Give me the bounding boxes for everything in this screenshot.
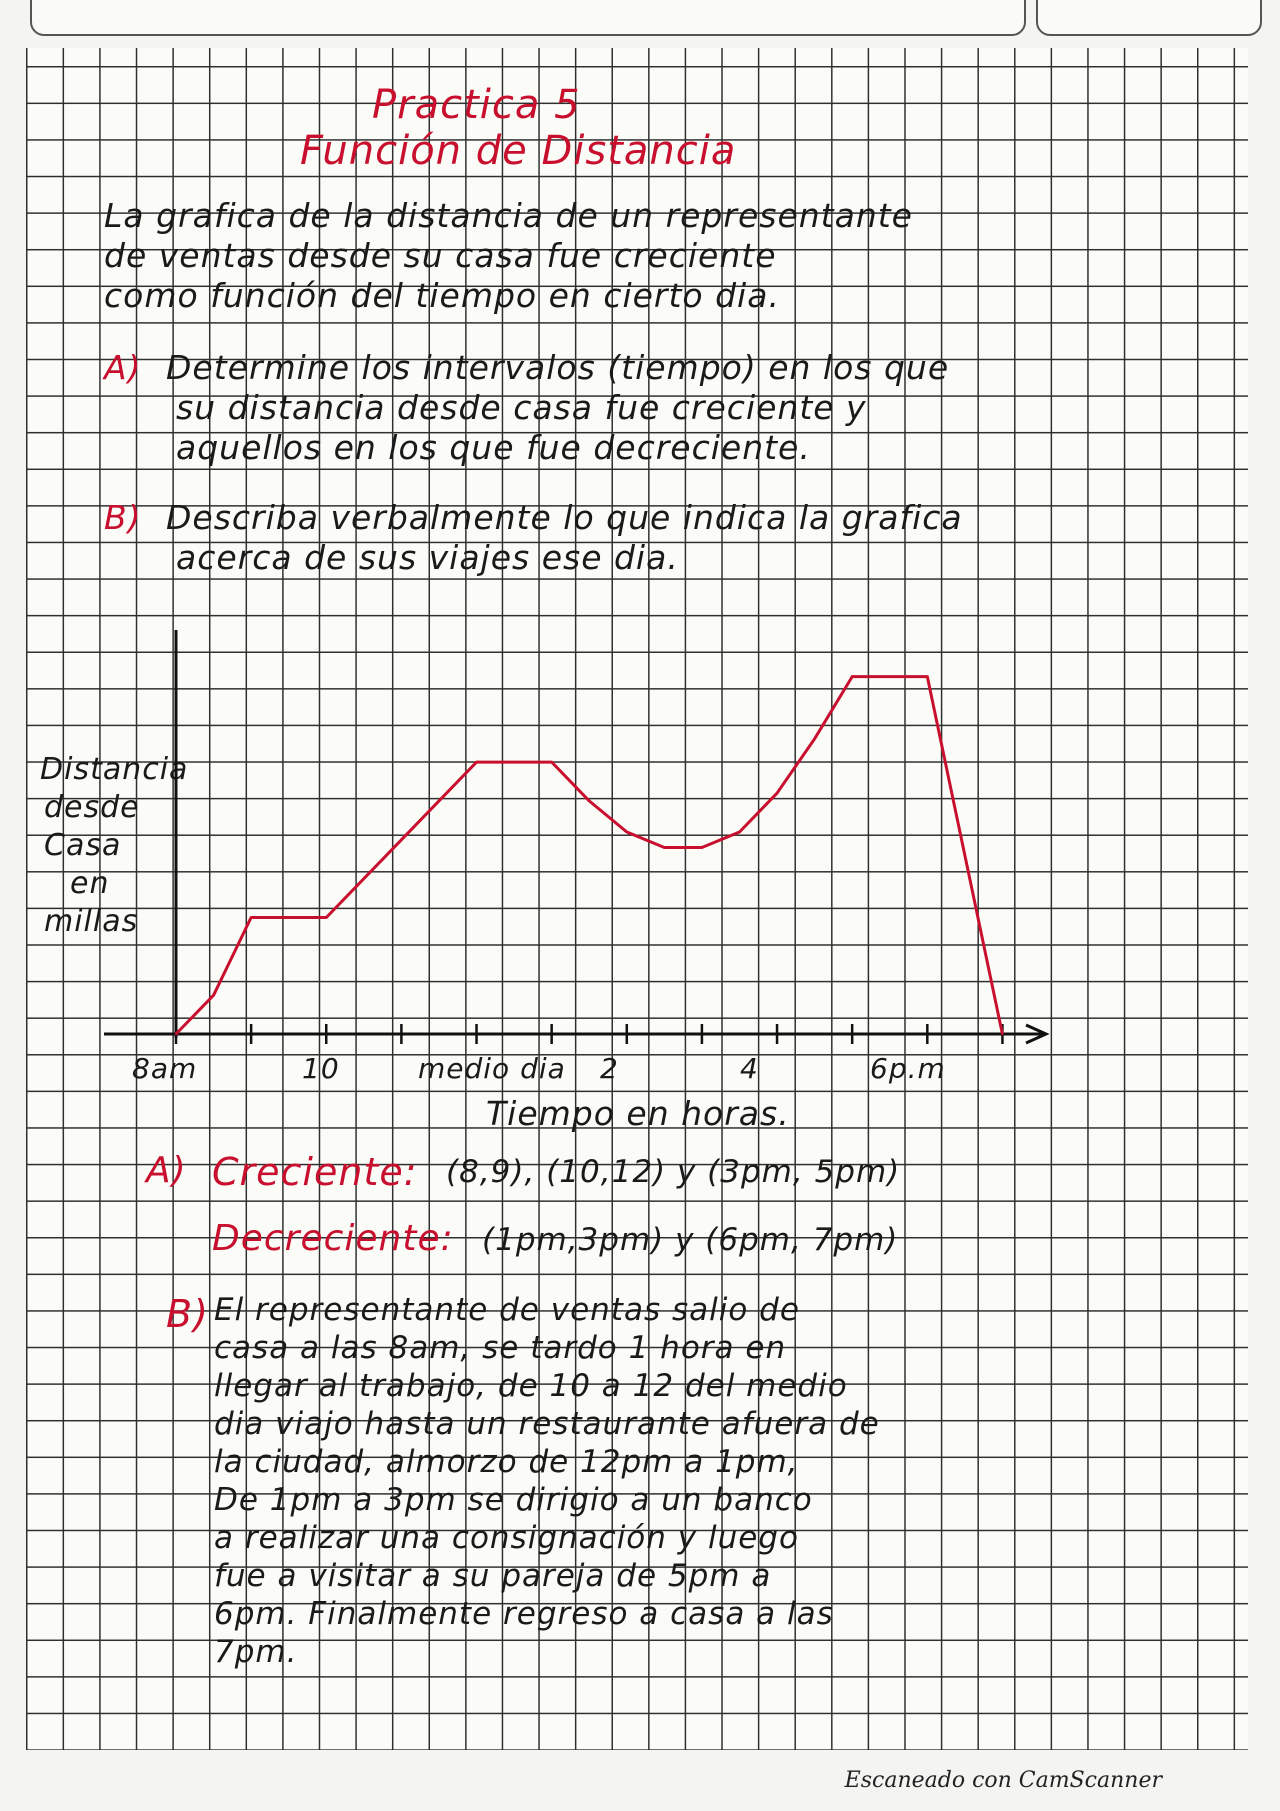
question-a-marker: A)	[104, 348, 142, 387]
data-point	[1001, 1033, 1003, 1035]
answer-b-line: 6pm. Finalmente regreso a casa a las	[214, 1596, 834, 1632]
data-point	[212, 994, 214, 996]
y-axis-label: desde	[44, 790, 140, 825]
answer-b-marker: B)	[166, 1292, 209, 1336]
answer-b-line: dia viajo hasta un restaurante afuera de	[214, 1406, 880, 1442]
x-tick-label: 8am	[132, 1052, 198, 1085]
answer-b-line: llegar al trabajo, de 10 a 12 del medio	[214, 1368, 848, 1404]
answer-b-line: El representante de ventas salio de	[214, 1292, 800, 1328]
answer-b-line: fue a visitar a su pareja de 5pm a	[214, 1558, 772, 1594]
x-tick-label: 6p.m	[870, 1052, 946, 1085]
data-point	[701, 846, 703, 848]
answer-a-decreciente-value: (1pm,3pm) y (6pm, 7pm)	[482, 1222, 899, 1258]
page-title-line2: Función de Distancia	[300, 128, 737, 174]
data-point	[550, 761, 552, 763]
question-b-marker: B)	[104, 498, 142, 537]
x-tick-label: 10	[302, 1052, 340, 1085]
data-point	[626, 831, 628, 833]
answer-a-marker: A)	[146, 1150, 187, 1191]
x-tick-label: medio dia	[418, 1052, 566, 1085]
y-axis-label: millas	[44, 904, 139, 939]
question-b-line: Describa verbalmente lo que indica la grafica	[166, 498, 963, 537]
x-axis-label: Tiempo en horas.	[486, 1094, 790, 1133]
data-point	[776, 792, 778, 794]
data-point	[738, 831, 740, 833]
question-a-line: su distancia desde casa fue creciente y	[176, 388, 867, 427]
y-axis-label: en	[70, 866, 110, 901]
answer-a-decreciente-label: Decreciente:	[212, 1218, 454, 1259]
y-axis-label: Casa	[44, 828, 122, 863]
x-tick-label: 2	[600, 1052, 619, 1085]
data-point	[588, 800, 590, 802]
data-point	[400, 839, 402, 841]
answer-a-creciente-value: (8,9), (10,12) y (3pm, 5pm)	[446, 1154, 901, 1190]
answer-b-line: a realizar una consignación y luego	[214, 1520, 799, 1556]
data-point	[250, 916, 252, 918]
y-axis-label: Distancia	[40, 752, 189, 787]
data-point	[325, 916, 327, 918]
page-title-line1: Practica 5	[372, 82, 581, 128]
data-point	[926, 675, 928, 677]
answer-b-line: casa a las 8am, se tardo 1 hora en	[214, 1330, 787, 1366]
question-a-line: aquellos en los que fue decreciente.	[176, 428, 811, 467]
intro-line: como función del tiempo en cierto dia.	[104, 276, 780, 315]
x-tick-label: 4	[740, 1052, 759, 1085]
data-point	[175, 1033, 177, 1035]
data-point	[851, 675, 853, 677]
answer-b-line: De 1pm a 3pm se dirigio a un banco	[214, 1482, 813, 1518]
distance-line	[176, 677, 1002, 1034]
intro-line: La grafica de la distancia de un representante	[104, 196, 913, 235]
intro-line: de ventas desde su casa fue creciente	[104, 236, 777, 275]
answer-b-line: 7pm.	[214, 1634, 298, 1670]
data-point	[663, 846, 665, 848]
question-a-line: Determine los intervalos (tiempo) en los que	[166, 348, 950, 387]
answer-a-creciente-label: Creciente:	[212, 1150, 418, 1194]
question-b-line: acerca de sus viajes ese dia.	[176, 538, 679, 577]
data-point	[813, 738, 815, 740]
data-point	[475, 761, 477, 763]
scanner-footer: Escaneado con CamScanner	[844, 1768, 1162, 1793]
answer-b-line: la ciudad, almorzo de 12pm a 1pm,	[214, 1444, 799, 1480]
